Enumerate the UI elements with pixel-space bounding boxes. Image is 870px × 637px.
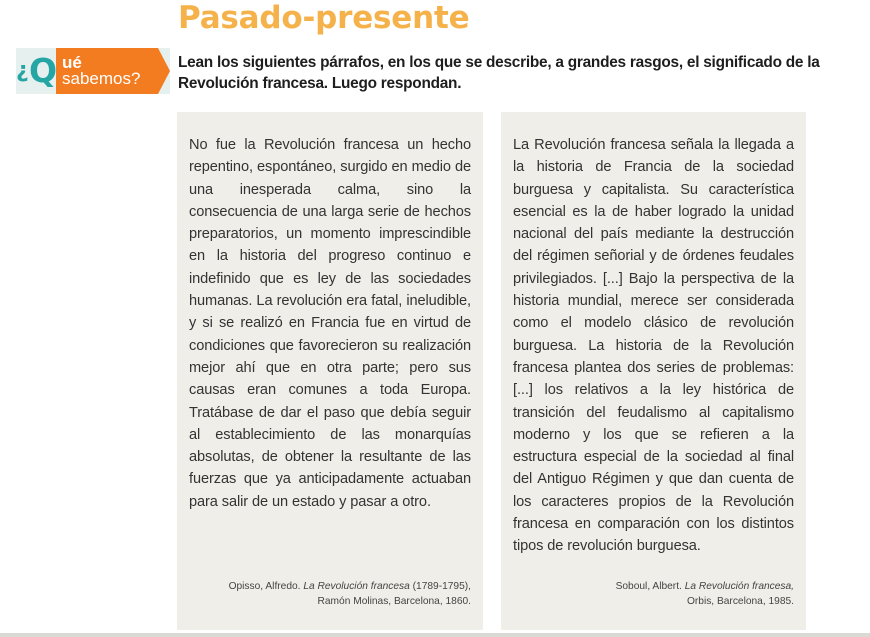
source-years: (1789-1795), <box>412 581 471 592</box>
section-title: Pasado-presente <box>178 0 470 36</box>
text-paragraph-soboul: La Revolución francesa señala la llegada a la historia de Francia de la sociedad burguesa y capitalista. Su característica esencial es la de haber logrado la unidad nacional del país mediante la destrucción del régimen señorial y de órdenes feudales privilegiados. [...] Bajo la perspectiva de la historia mundial, merece ser considerada como el modelo clásico de revolución burguesa. La historia de la Revolución francesa plantea dos series de problemas: [...] los relativos a la ley histórica de transición del feudalismo al capitalismo moderno y los que se refieren a la estructura especial de la sociedad al final del Antiguo Régimen y que dan cuenta de los caracteres propios de la Revolución francesa en comparación con los distintos tipos de revolución burguesa. <box>513 137 794 555</box>
source-author: Opisso, Alfredo. <box>228 581 301 592</box>
text-card-opisso <box>177 112 483 630</box>
source-citation-opisso <box>229 579 471 609</box>
text-card-soboul <box>501 112 806 630</box>
text-paragraph-opisso: No fue la Revolución francesa un hecho repentino, espontáneo, surgido en medio de una inesperada calma, sino la consecuencia de una larga serie de hechos preparatorios, un momento imprescindible en la historia del progreso continuo e indefinido que es ley de las sociedades humanas. La revolución era fatal, ineludible, y si se realizó en Francia fue en virtud de condiciones que favorecieron su realización mejor ahí que en otra parte; pero sus causas eran comunes a toda Europa. Tratábase de dar el paso que debía seguir al establecimiento de las monarquías absolutas, de obtener la resultante de las fuerzas que ya anticipadamente actuaban para salir de un estado y pasar a otro. <box>189 137 471 510</box>
source-work: La Revolución francesa, <box>684 581 794 592</box>
source-citation-soboul <box>616 579 794 609</box>
badge-word-ue: ué <box>62 53 82 72</box>
badge-question-mark: ¿ <box>16 58 29 83</box>
source-author: Soboul, Albert. <box>615 581 682 592</box>
badge-word-sabemos: sabemos? <box>62 69 141 88</box>
bottom-divider <box>0 633 870 637</box>
source-publisher: Orbis, Barcelona, 1985. <box>686 596 794 607</box>
source-publisher: Ramón Molinas, Barcelona, 1860. <box>317 596 471 607</box>
badge-q-letter: Q <box>29 51 58 90</box>
instruction-text: Lean los siguientes párrafos, en los que se describe, a grandes rasgos, el significado de la Revolución francesa. Luego respondan. <box>178 54 820 92</box>
que-sabemos-badge <box>16 48 170 94</box>
source-work: La Revolución francesa <box>303 581 410 592</box>
